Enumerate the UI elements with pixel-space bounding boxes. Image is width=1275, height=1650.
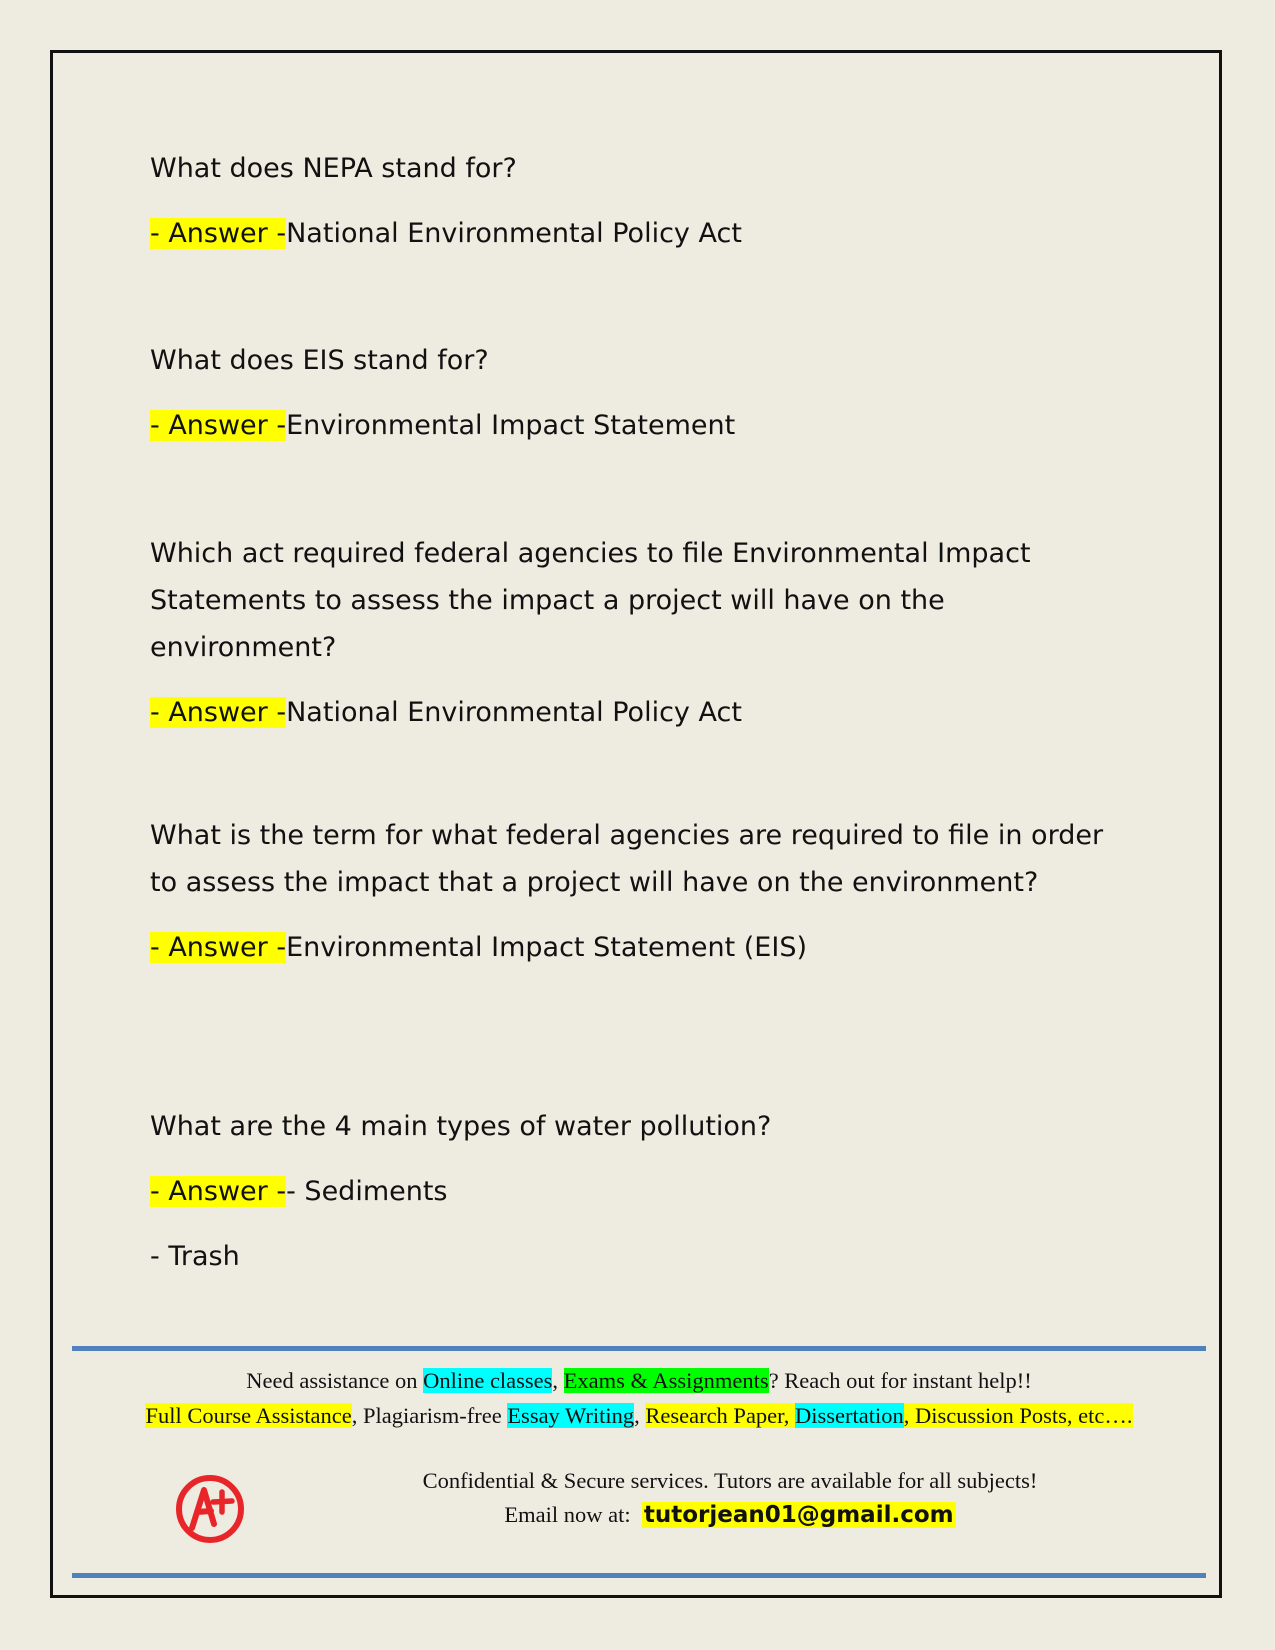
answer-label: - Answer - <box>150 218 287 249</box>
question-2: What does EIS stand for? <box>150 345 489 376</box>
question-5: What are the 4 main types of water pollution? <box>150 1111 772 1142</box>
dissertation-highlight: Dissertation <box>795 1403 904 1428</box>
answer-text: - Sediments <box>286 1176 448 1207</box>
answer-text: Environmental Impact Statement (EIS) <box>286 932 807 963</box>
answer-label: - Answer - <box>150 697 287 728</box>
answer-text: Environmental Impact Statement <box>286 410 736 441</box>
answer-1 <box>150 210 1110 257</box>
answer-label: - Answer - <box>150 1176 287 1207</box>
answer-label: - Answer - <box>150 410 287 441</box>
footer-line-2 <box>72 1403 1206 1429</box>
footer-email-line <box>250 1502 1210 1528</box>
answer-label: - Answer - <box>150 932 287 963</box>
question-1: What does NEPA stand for? <box>150 153 517 184</box>
qa-item-1 <box>150 145 1110 257</box>
question-3: Which act required federal agencies to file Environmental Impact Statements to assess the impact a project will have on the environment? <box>150 538 1031 663</box>
footer-text: ? Reach out for instant help!! <box>768 1368 1032 1393</box>
footer-rule-bottom <box>72 1573 1206 1578</box>
footer-text: Need assistance on <box>246 1368 424 1393</box>
a-plus-grade-icon <box>170 1468 250 1548</box>
answer-4 <box>150 924 1110 971</box>
answer-text: National Environmental Policy Act <box>286 697 742 728</box>
footer-text: , Plagiarism-free <box>351 1403 508 1428</box>
answer-5-extra: - Trash <box>150 1241 240 1272</box>
qa-item-5 <box>150 1103 1110 1280</box>
answer-5 <box>150 1168 1110 1215</box>
answer-3 <box>150 689 1110 736</box>
qa-item-4 <box>150 812 1110 971</box>
email-link[interactable]: tutorjean01@gmail.com <box>643 1502 954 1528</box>
qa-item-2 <box>150 337 1110 449</box>
question-4: What is the term for what federal agencies are required to file in order to assess the impact that a project will have on the environment? <box>150 820 1104 898</box>
essay-writing-highlight: Essay Writing <box>507 1403 635 1428</box>
email-label: Email now at: <box>504 1502 631 1527</box>
footer-line-1 <box>72 1368 1206 1394</box>
qa-item-3 <box>150 530 1110 736</box>
research-paper-highlight: Research Paper, <box>645 1403 796 1428</box>
footer-text: , <box>634 1403 646 1428</box>
answer-text: National Environmental Policy Act <box>286 218 742 249</box>
footer-rule-top <box>72 1346 1206 1351</box>
exams-highlight: Exams & Assignments <box>563 1368 769 1393</box>
online-classes-highlight: Online classes <box>423 1368 553 1393</box>
answer-2 <box>150 402 1110 449</box>
footer-line-3: Confidential & Secure services. Tutors are available for all subjects! <box>422 1468 1038 1493</box>
footer-text: , <box>552 1368 564 1393</box>
full-course-highlight: Full Course Assistance <box>145 1403 352 1428</box>
discussion-posts-highlight: , Discussion Posts, etc…. <box>903 1403 1133 1428</box>
